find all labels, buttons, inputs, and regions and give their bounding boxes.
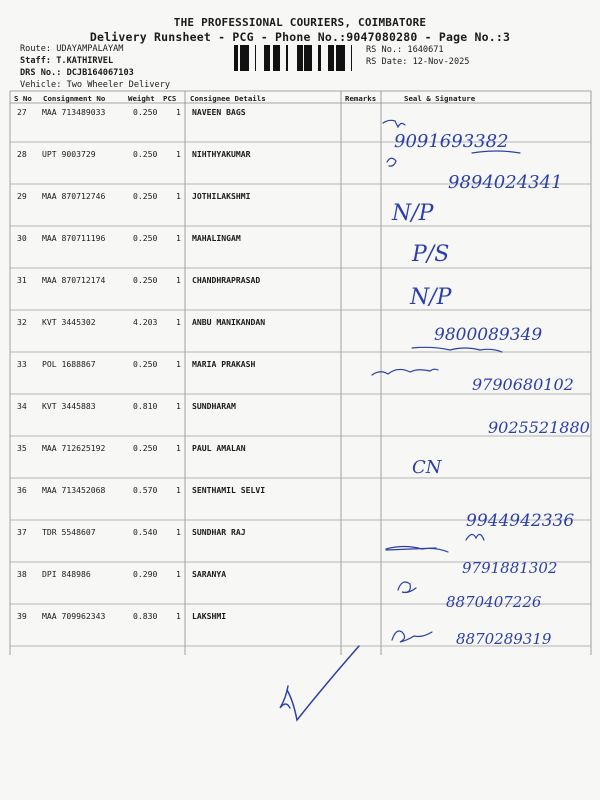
serial-number: 38 xyxy=(17,569,27,579)
serial-number: 34 xyxy=(17,401,27,411)
handwritten-text: 9800089349 xyxy=(434,325,543,345)
serial-number: 32 xyxy=(17,317,27,327)
col-sno-header: S No xyxy=(14,94,32,103)
consignee-name: MAHALINGAM xyxy=(192,233,241,243)
col-consignment-header: Consignment No xyxy=(43,94,106,103)
handwritten-text: 8870407226 xyxy=(446,593,542,611)
weight-value: 0.250 xyxy=(133,443,158,453)
handwritten-text: 9025521880 xyxy=(488,418,590,437)
handwritten-text: 9091693382 xyxy=(394,131,509,152)
pieces-count: 1 xyxy=(176,485,181,495)
handwritten-text: 9790680102 xyxy=(472,375,574,394)
signature-mark-39 xyxy=(392,631,432,642)
consignee-name: NAVEEN BAGS xyxy=(192,107,246,117)
consignment-number: KVT 3445302 xyxy=(42,317,96,327)
consignment-number: MAA 870711196 xyxy=(42,233,106,243)
signature-mark-37b xyxy=(466,534,484,540)
consignment-number: MAA 713452068 xyxy=(42,485,106,495)
weight-value: 4.203 xyxy=(133,317,158,327)
rs-date: RS Date: 12-Nov-2025 xyxy=(366,57,470,67)
col-weight-header: Weight xyxy=(128,94,155,103)
pieces-count: 1 xyxy=(176,569,181,579)
handwritten-text: 9894024341 xyxy=(448,172,563,193)
consignment-number: MAA 709962343 xyxy=(42,611,106,621)
weight-value: 0.570 xyxy=(133,485,158,495)
consignee-name: JOTHILAKSHMI xyxy=(192,191,251,201)
consignment-number: POL 1688867 xyxy=(42,359,96,369)
serial-number: 28 xyxy=(17,149,27,159)
pieces-count: 1 xyxy=(176,359,181,369)
handwritten-text: 8870289319 xyxy=(456,630,552,648)
pieces-count: 1 xyxy=(176,107,181,117)
consignee-name: LAKSHMI xyxy=(192,611,227,621)
pieces-count: 1 xyxy=(176,611,181,621)
consignment-number: MAA 712625192 xyxy=(42,443,106,453)
pieces-count: 1 xyxy=(176,233,181,243)
col-seal-header: Seal & Signature xyxy=(404,94,476,103)
weight-value: 0.250 xyxy=(133,275,158,285)
handwritten-text: N/P xyxy=(410,285,452,310)
col-consignee-header: Consignee Details xyxy=(190,94,266,103)
consignee-name: SUNDHAR RAJ xyxy=(192,527,246,537)
serial-number: 27 xyxy=(17,107,27,117)
serial-number: 37 xyxy=(17,527,27,537)
weight-value: 0.250 xyxy=(133,107,158,117)
runsheet-subtitle: Delivery Runsheet - PCG - Phone No.:9047080280 - Page No.:3 xyxy=(89,30,511,44)
consignment-number: MAA 870712746 xyxy=(42,191,106,201)
weight-value: 0.810 xyxy=(133,401,158,411)
serial-number: 30 xyxy=(17,233,27,243)
handwritten-text: 9791881302 xyxy=(462,559,558,577)
weight-value: 0.250 xyxy=(133,233,158,243)
pieces-count: 1 xyxy=(176,149,181,159)
pieces-count: 1 xyxy=(176,191,181,201)
handwritten-text: P/S xyxy=(412,242,450,267)
signature-mark-28 xyxy=(387,158,396,166)
consignment-number: DPI 848986 xyxy=(42,569,91,579)
rs-number: RS No.: 1640671 xyxy=(366,45,444,55)
weight-value: 0.540 xyxy=(133,527,158,537)
serial-number: 36 xyxy=(17,485,27,495)
serial-number: 29 xyxy=(17,191,27,201)
pieces-count: 1 xyxy=(176,443,181,453)
col-pcs-header: PCS xyxy=(163,94,177,103)
consignee-name: SUNDHARAM xyxy=(192,401,236,411)
weight-value: 0.250 xyxy=(133,191,158,201)
signature-mark-32 xyxy=(412,347,502,352)
pieces-count: 1 xyxy=(176,317,181,327)
signature-mark-33 xyxy=(372,369,438,375)
handwritten-text: N/P xyxy=(392,201,434,226)
serial-number: 39 xyxy=(17,611,27,621)
company-title: THE PROFESSIONAL COURIERS, COIMBATORE xyxy=(173,16,427,29)
weight-value: 0.250 xyxy=(133,359,158,369)
col-remarks-header: Remarks xyxy=(345,94,377,103)
weight-value: 0.290 xyxy=(133,569,158,579)
consignee-name: CHANDHRAPRASAD xyxy=(192,275,261,285)
pieces-count: 1 xyxy=(176,401,181,411)
signature-mark-27 xyxy=(383,120,405,127)
serial-number: 31 xyxy=(17,275,27,285)
serial-number: 35 xyxy=(17,443,27,453)
handwritten-text: CN xyxy=(412,457,442,478)
consignment-number: KVT 3445883 xyxy=(42,401,96,411)
route-label: Route: UDAYAMPALAYAM xyxy=(20,44,124,54)
consignment-number: UPT 9003729 xyxy=(42,149,96,159)
verification-initial xyxy=(280,686,290,708)
consignee-name: SARANYA xyxy=(192,569,227,579)
vehicle-label: Vehicle: Two Wheeler Delivery xyxy=(20,80,171,90)
consignment-number: MAA 870712174 xyxy=(42,275,106,285)
pieces-count: 1 xyxy=(176,527,181,537)
consignee-name: NIHTHYAKUMAR xyxy=(192,149,251,159)
pieces-count: 1 xyxy=(176,275,181,285)
consignee-name: PAUL AMALAN xyxy=(192,443,246,453)
staff-label: Staff: T.KATHIRVEL xyxy=(20,56,114,66)
consignee-name: MARIA PRAKASH xyxy=(192,359,256,369)
consignment-number: MAA 713489033 xyxy=(42,107,106,117)
consignee-name: SENTHAMIL SELVI xyxy=(192,485,266,495)
consignee-name: ANBU MANIKANDAN xyxy=(192,317,266,327)
consignment-number: TDR 5548607 xyxy=(42,527,96,537)
serial-number: 33 xyxy=(17,359,27,369)
weight-value: 0.830 xyxy=(133,611,158,621)
weight-value: 0.250 xyxy=(133,149,158,159)
handwritten-text: 9944942336 xyxy=(466,511,575,531)
signature-mark-38 xyxy=(398,582,416,593)
verification-tick xyxy=(287,646,359,720)
drs-label: DRS No.: DCJB164067103 xyxy=(20,68,134,78)
